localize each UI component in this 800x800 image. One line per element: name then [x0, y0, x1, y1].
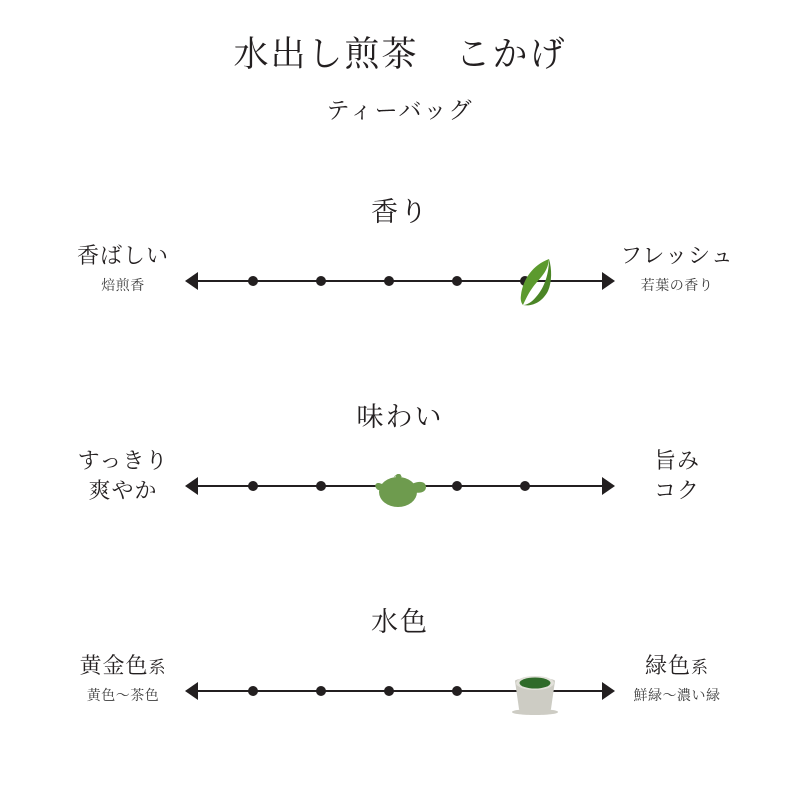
- axis-tick: [452, 481, 462, 491]
- axis-tick: [248, 481, 258, 491]
- axis-scale-taste: [185, 469, 615, 503]
- page-subtitle: ティーバッグ: [326, 97, 474, 124]
- axis-right-label-taste: [592, 447, 762, 506]
- chart-aroma: [0, 190, 800, 340]
- axis-scale-aroma: [185, 264, 615, 298]
- axis-tick: [316, 686, 326, 696]
- teapot-icon: [368, 454, 432, 518]
- axis-tick: [520, 481, 530, 491]
- axis-right-label-taste-main2: コク: [653, 478, 700, 504]
- axis-tick: [316, 481, 326, 491]
- axis-row-aroma: [0, 242, 800, 312]
- axis-scale-liquor-color: [185, 674, 615, 708]
- axis-tick: [452, 276, 462, 286]
- axis-right-label-aroma-main: フレッシュ: [620, 244, 734, 269]
- axis-left-label-liquor-color-text: 黄金色: [79, 654, 149, 679]
- axis-tick: [452, 686, 462, 696]
- axis-left-label-taste: [38, 447, 208, 506]
- axis-left-label-taste-main: すっきり: [77, 449, 169, 474]
- axis-left-label-taste-main2: 爽やか: [88, 478, 158, 504]
- axis-left-label-liquor-color-suffix: 系: [148, 658, 167, 678]
- axis-left-label-liquor-color-main: [38, 652, 208, 682]
- axis-tick: [248, 686, 258, 696]
- teacup-icon: [503, 659, 567, 723]
- chart-liquor-color: [0, 600, 800, 750]
- axis-right-label-liquor-color-suffix: 系: [691, 658, 709, 678]
- axis-row-taste: [0, 447, 800, 517]
- axis-right-label-liquor-color-main: [592, 652, 762, 682]
- page-header: [0, 34, 800, 125]
- axis-right-label-taste-main: 旨み: [653, 449, 700, 474]
- axis-left-label-liquor-color: [38, 652, 208, 705]
- axis-title-aroma: 香り: [371, 197, 429, 228]
- axis-right-sub-liquor-color: 鮮緑〜濃い緑: [633, 687, 721, 704]
- page-title: 水出し煎茶 こかげ: [233, 35, 567, 75]
- axis-tick: [384, 686, 394, 696]
- axis-arrow-left-taste: [185, 477, 198, 495]
- axis-left-label-aroma-main: 香ばしい: [76, 244, 169, 269]
- axis-right-sub-aroma: 若葉の香り: [640, 277, 714, 294]
- axis-right-label-liquor-color: [592, 652, 762, 705]
- axis-right-label-aroma: [592, 242, 762, 295]
- axis-left-label-aroma: [38, 242, 208, 295]
- axis-title-taste: 味わい: [356, 402, 444, 433]
- axis-tick: [248, 276, 258, 286]
- axis-row-liquor-color: [0, 652, 800, 722]
- axis-tick: [384, 276, 394, 286]
- axis-tick: [316, 276, 326, 286]
- axis-arrow-left-aroma: [185, 272, 198, 290]
- axis-left-sub-liquor-color: 黄色〜茶色: [86, 687, 160, 704]
- chart-taste: [0, 395, 800, 545]
- axis-right-label-liquor-color-text: 緑色: [644, 654, 691, 679]
- axis-left-sub-aroma: 焙煎香: [101, 277, 145, 294]
- axis-arrow-left-liquor-color: [185, 682, 198, 700]
- axis-title-liquor-color: 水色: [371, 607, 429, 638]
- leaf-icon: [503, 249, 567, 313]
